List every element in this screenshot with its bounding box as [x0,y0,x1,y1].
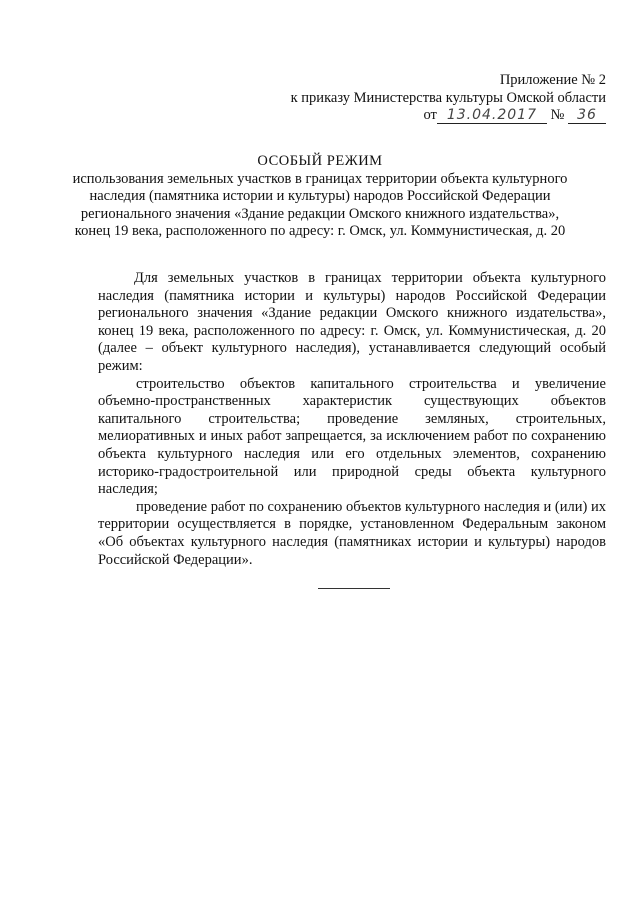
appendix-header [250,72,606,125]
handwritten-number: 36 [568,108,606,124]
order-date-number-line [250,107,606,125]
paragraph-restrictions: строительство объектов капитального строительства и увеличение объемно-пространственных характеристик существующих объектов капитального строительства; проведение земляных, строительных, мелиоративных и иных работ запрещается, за исключением работ по сохранению объекта культурного наследия или его отдельных элементов, сохранению историко-градостроительной или природной среды объекта культурного наследия; [98,375,606,498]
number-label: № [550,107,565,123]
end-separator-line [318,588,390,589]
paragraph-intro: Для земельных участков в границах территории объекта культурного наследия (памятника истории и культуры) народов Российской Федерации регионального значения «Здание редакции Омского книжного издательства», конец 19 века, расположенного по адресу: г. Омск, ул. Коммунистическая, д. 20 (далее – объект культурного наследия), устанавливается следующий особый режим: [98,270,606,374]
handwritten-date: 13.04.2017 [437,108,547,124]
from-label: от [423,107,437,123]
appendix-order-reference: к приказу Министерства культуры Омской области [290,89,606,106]
document-body [98,270,606,569]
document-subtitle: использования земельных участков в границах территории объекта культурного наследия (памятника истории и культуры) народов Российской Федерации регионального значения «Здание редакции Омского книжного издательства», конец 19 века, расположенного по адресу: г. Омск, ул. Коммунистическая, д. 20 [72,170,568,240]
appendix-number: Приложение № 2 [499,72,606,88]
document-heading [70,153,570,241]
document-title: ОСОБЫЙ РЕЖИМ [257,153,383,169]
paragraph-preservation: проведение работ по сохранению объектов культурного наследия и (или) их территории осуществляется в порядке, установленном Федеральным законом «Об объектах культурного наследия (памятниках истории и культуры) народов Российской Федерации». [98,498,606,568]
